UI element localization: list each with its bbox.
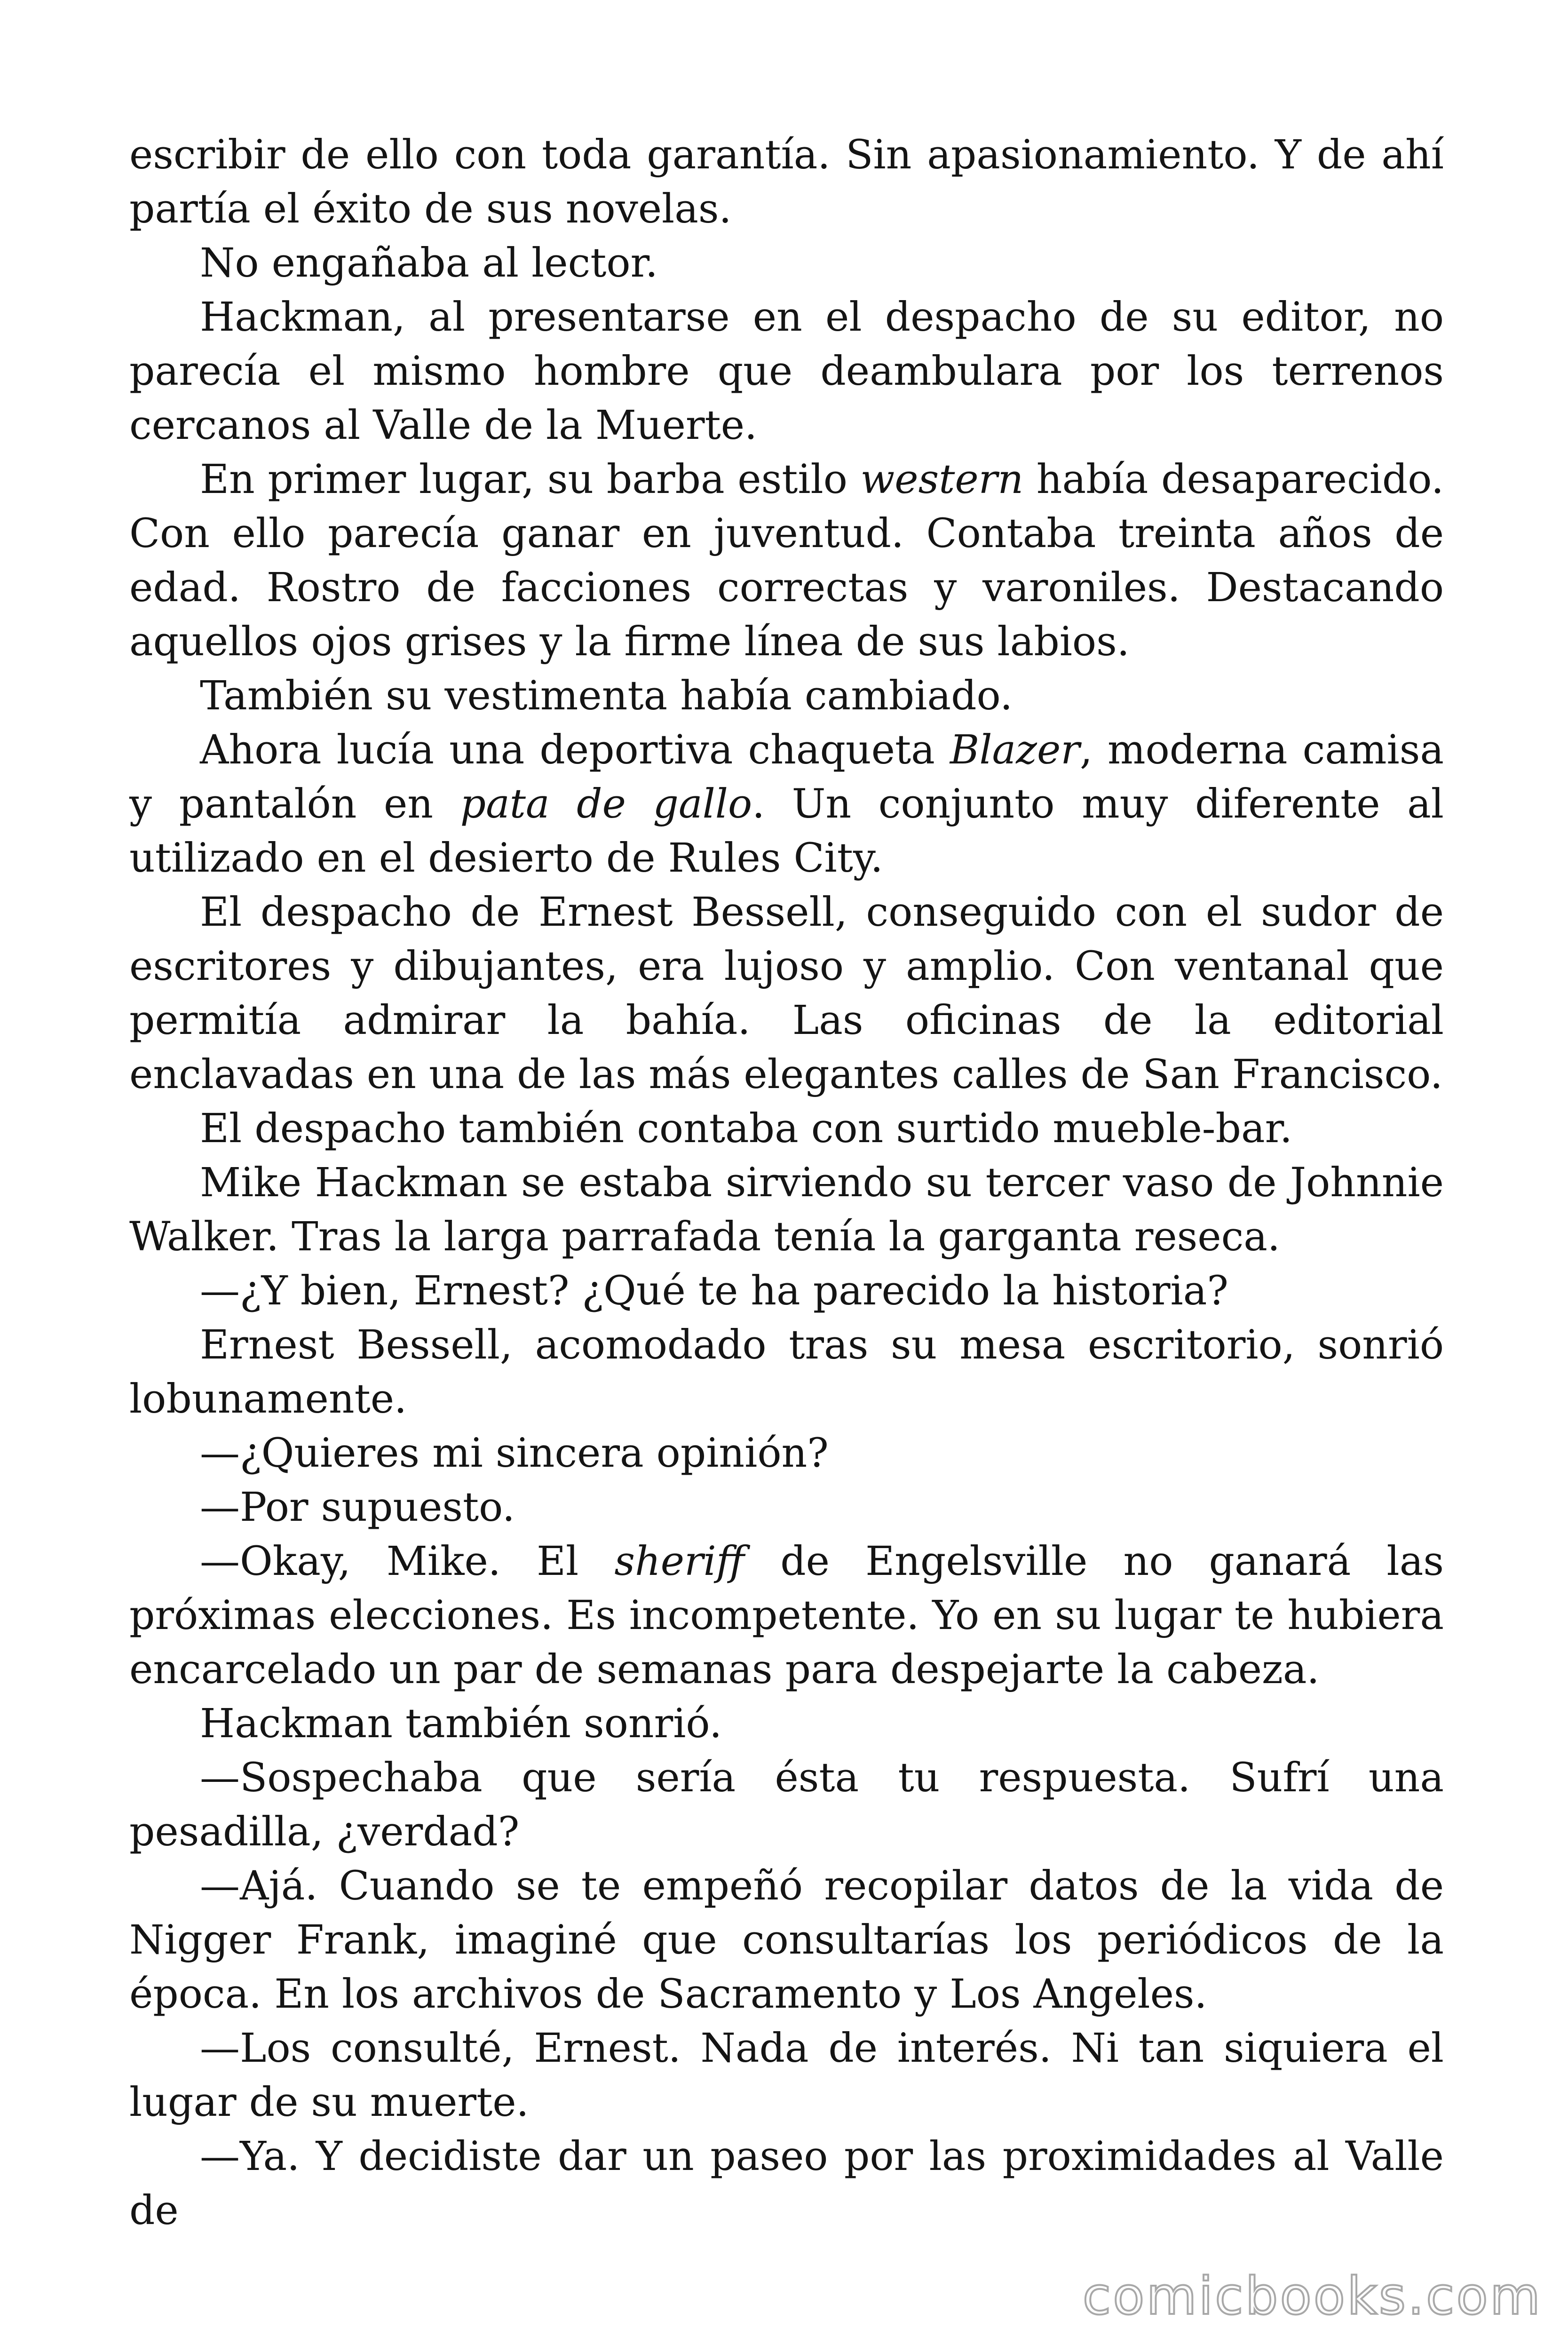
text-run: —Okay, Mike. El [200, 1538, 615, 1585]
paragraph [129, 1156, 1444, 1264]
italic-text-run: sheriff [614, 1538, 745, 1585]
paragraph [129, 1534, 1444, 1697]
paragraph [129, 2021, 1444, 2130]
text-run: Ahora lucía una deportiva chaqueta [200, 727, 950, 773]
paragraph [129, 885, 1444, 1102]
paragraph [129, 236, 1444, 290]
paragraph [129, 290, 1444, 453]
text-run: También su vestimenta había cambiado. [200, 673, 1013, 719]
paragraph [129, 453, 1444, 669]
book-page-text [129, 128, 1444, 2238]
paragraph [129, 669, 1444, 723]
paragraph [129, 1480, 1444, 1534]
italic-text-run: western [860, 456, 1024, 503]
text-run: . Un conjunto muy diferente al utilizado en el desierto de Rules City. [129, 781, 1444, 882]
text-run: El despacho de Ernest Bessell, conseguido con el sudor de escritores y dibujantes, era lujoso y amplio. Con ventanal que permitía admirar la bahía. Las oficinas de la editorial enclavadas en una de las más elegantes calles de San Francisco. [129, 889, 1444, 1098]
text-run: de Engelsville no ganará las próximas elecciones. Es incompetente. Yo en su lugar te hubiera encarcelado un par de semanas para despejarte la cabeza. [129, 1538, 1444, 1693]
paragraph [129, 128, 1444, 236]
text-run: Hackman también sonrió. [200, 1700, 722, 1747]
text-run: Ernest Bessell, acomodado tras su mesa escritorio, sonrió lobunamente. [129, 1322, 1444, 1422]
text-run: había desaparecido. Con ello parecía ganar en juventud. Contaba treinta años de edad. Rostro de facciones correctas y varoniles. Destacando aquellos ojos grises y la firme línea de sus labios. [129, 456, 1444, 665]
paragraph [129, 2130, 1444, 2238]
text-run: , moderna camisa y pantalón en [129, 727, 1444, 827]
text-run: —Por supuesto. [200, 1484, 515, 1531]
text-run: No engañaba al lector. [200, 240, 658, 286]
text-run: El despacho también contaba con surtido mueble-bar. [200, 1105, 1292, 1152]
paragraph [129, 1264, 1444, 1318]
paragraph [129, 1318, 1444, 1426]
text-run: —Los consulté, Ernest. Nada de interés. Ni tan siquiera el lugar de su muerte. [129, 2025, 1444, 2126]
text-run: Hackman, al presentarse en el despacho de su editor, no parecía el mismo hombre que deambulara por los terrenos cercanos al Valle de la Muerte. [129, 294, 1444, 449]
text-run: —Ya. Y decidiste dar un paseo por las proximidades al Valle de [129, 2133, 1444, 2234]
watermark: comicbooks.com [1082, 2266, 1542, 2326]
text-run: escribir de ello con toda garantía. Sin apasionamiento. Y de ahí partía el éxito de sus novelas. [129, 132, 1444, 232]
text-run: —Ajá. Cuando se te empeñó recopilar datos de la vida de Nigger Frank, imaginé que consultarías los periódicos de la época. En los archivos de Sacramento y Los Angeles. [129, 1863, 1444, 2018]
paragraph [129, 1697, 1444, 1751]
text-run: —¿Quieres mi sincera opinión? [200, 1430, 829, 1477]
paragraph [129, 1426, 1444, 1480]
paragraph [129, 1751, 1444, 1859]
paragraph [129, 1102, 1444, 1156]
text-run: Mike Hackman se estaba sirviendo su tercer vaso de Johnnie Walker. Tras la larga parrafada tenía la garganta reseca. [129, 1160, 1444, 1260]
paragraph [129, 1859, 1444, 2021]
paragraph [129, 723, 1444, 885]
text-run: En primer lugar, su barba estilo [200, 456, 861, 503]
italic-text-run: pata de gallo [460, 781, 752, 827]
text-run: —Sospechaba que sería ésta tu respuesta. Sufrí una pesadilla, ¿verdad? [129, 1755, 1444, 1855]
italic-text-run: Blazer [950, 727, 1080, 773]
text-run: —¿Y bien, Ernest? ¿Qué te ha parecido la historia? [200, 1268, 1228, 1314]
